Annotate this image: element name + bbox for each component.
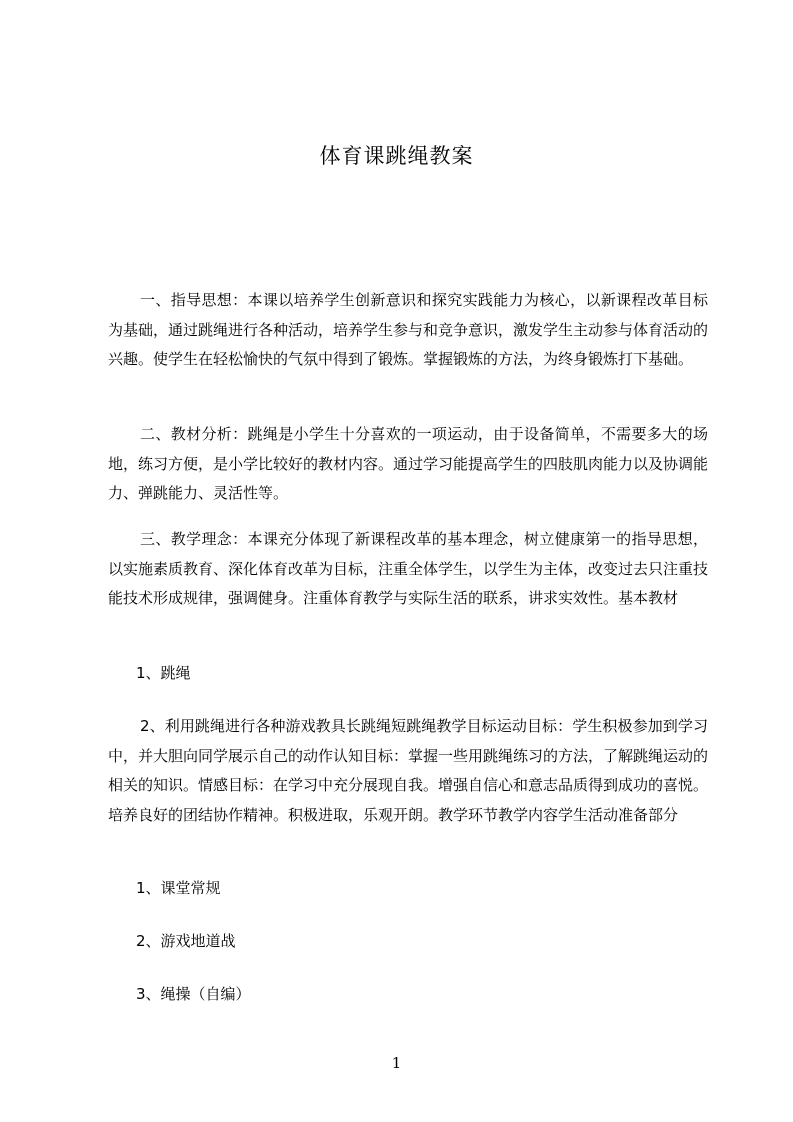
document-title: 体育课跳绳教案 bbox=[319, 144, 474, 168]
page-number: 1 bbox=[391, 1054, 402, 1072]
paragraph-teaching-philosophy: 三、教学理念：本课充分体现了新课程改革的基本理念，树立健康第一的指导思想，以实施素质教育、深化体育改革为目标，注重全体学生，以学生为主体，改变过去只注重技能技术形成规律，强调健身。注重体育教学与实际生活的联系，讲求实效性。基本教材 bbox=[108, 530, 709, 607]
list-item-tunnel-game: 2、游戏地道战 bbox=[136, 932, 236, 950]
list-item-jump-rope: 1、跳绳 bbox=[136, 664, 191, 682]
list-item-class-routine: 1、课堂常规 bbox=[136, 879, 221, 897]
paragraph-guiding-ideology: 一、指导思想：本课以培养学生创新意识和探究实践能力为核心，以新课程改革目标为基础，通过跳绳进行各种活动，培养学生参与和竞争意识，激发学生主动参与体育活动的兴趣。使学生在轻松愉快的气氛中得到了锻炼。掌握锻炼的方法，为终身锻炼打下基础。 bbox=[108, 291, 709, 368]
list-item-rope-exercise: 3、绳操（自编） bbox=[136, 985, 251, 1003]
paragraph-material-analysis: 二、教材分析：跳绳是小学生十分喜欢的一项运动，由于设备简单，不需要多大的场地，练习方便，是小学比较好的教材内容。通过学习能提高学生的四肢肌肉能力以及协调能力、弹跳能力、灵活性等。 bbox=[108, 425, 709, 502]
paragraph-teaching-objectives: 2、利用跳绳进行各种游戏教具长跳绳短跳绳教学目标运动目标：学生积极参加到学习中，并大胆向同学展示自己的动作认知目标：掌握一些用跳绳练习的方法，了解跳绳运动的相关的知识。情感目标：在学习中充分展现自我。增强自信心和意志品质得到成功的喜悦。培养良好的团结协作精神。积极进取，乐观开朗。教学环节教学内容学生活动准备部分 bbox=[108, 717, 709, 824]
